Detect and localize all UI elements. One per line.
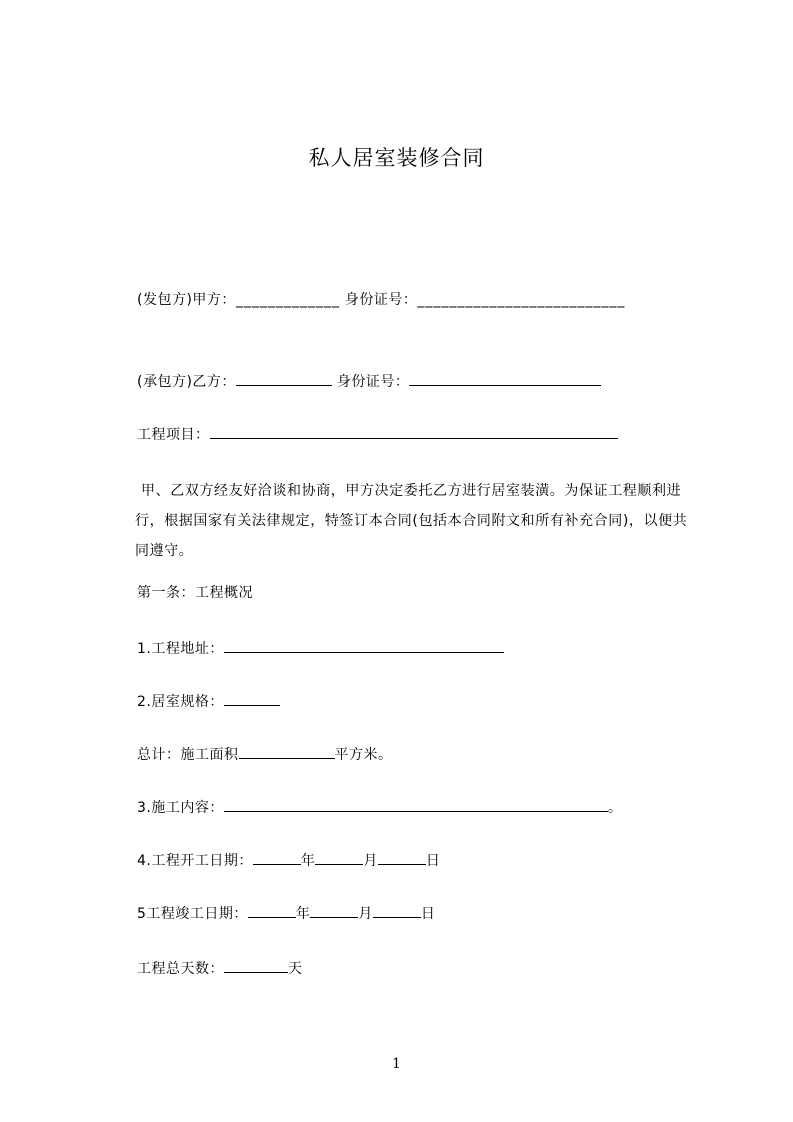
spec-label: 2.居室规格： [137, 694, 224, 710]
party-a-line [137, 290, 625, 310]
end-date-label: 5工程竣工日期： [137, 906, 248, 922]
party-a-id-label: 身份证号： [344, 292, 418, 308]
project-label: 工程项目： [137, 427, 210, 443]
party-b-id-blank[interactable] [409, 371, 601, 386]
party-b-line [137, 371, 601, 392]
total-area-blank[interactable] [239, 744, 335, 759]
intro-paragraph [135, 476, 695, 566]
end-month-unit: 月 [358, 906, 373, 922]
start-day-blank[interactable] [378, 850, 426, 865]
days-unit: 天 [288, 961, 303, 977]
total-unit: 平方米。 [334, 747, 393, 763]
total-days-line [137, 958, 303, 979]
party-b-name-blank[interactable] [236, 371, 332, 386]
content-blank[interactable] [224, 797, 608, 812]
spec-blank[interactable] [224, 691, 280, 706]
party-b-id-label: 身份证号： [336, 374, 410, 390]
document-title: 私人居室装修合同 [308, 146, 485, 170]
days-label: 工程总天数： [137, 961, 224, 977]
party-a-name-blank[interactable]: _____________ [235, 292, 340, 308]
days-blank[interactable] [224, 958, 288, 973]
total-area-line [137, 744, 393, 765]
start-day-unit: 日 [425, 853, 441, 869]
project-line [137, 424, 618, 445]
address-label: 1.工程地址： [137, 641, 224, 657]
party-a-id-blank[interactable]: __________________________ [417, 292, 626, 308]
total-label: 总计：施工面积 [137, 747, 239, 763]
end-year-blank[interactable] [248, 903, 296, 918]
address-line [137, 638, 504, 659]
party-a-label: (发包方)甲方： [137, 292, 236, 308]
end-month-blank[interactable] [310, 903, 358, 918]
address-blank[interactable] [224, 638, 504, 653]
start-month-unit: 月 [363, 853, 378, 869]
article1-heading: 第一条：工程概况 [137, 585, 253, 601]
project-blank[interactable] [210, 424, 618, 439]
content-label: 3.施工内容： [137, 800, 224, 816]
start-year-unit: 年 [300, 853, 316, 869]
page-number: 1 [392, 1056, 401, 1072]
start-date-label: 4.工程开工日期： [137, 853, 253, 869]
intro-text: 甲、乙双方经友好洽谈和协商，甲方决定委托乙方进行居室装潢。为保证工程顺利进行，根据国家有关法律规定，特签订本合同(包括本合同附文和所有补充合同)，以便共同遵守。 [135, 483, 688, 559]
start-year-blank[interactable] [253, 850, 301, 865]
spec-line [137, 691, 280, 712]
party-b-label: (承包方)乙方： [137, 374, 236, 390]
start-month-blank[interactable] [315, 850, 363, 865]
content-line [137, 797, 622, 818]
end-year-unit: 年 [295, 906, 311, 922]
end-date-line [137, 903, 435, 924]
end-day-blank[interactable] [373, 903, 421, 918]
end-day-unit: 日 [420, 906, 436, 922]
content-end: 。 [607, 800, 623, 816]
start-date-line [137, 850, 440, 871]
